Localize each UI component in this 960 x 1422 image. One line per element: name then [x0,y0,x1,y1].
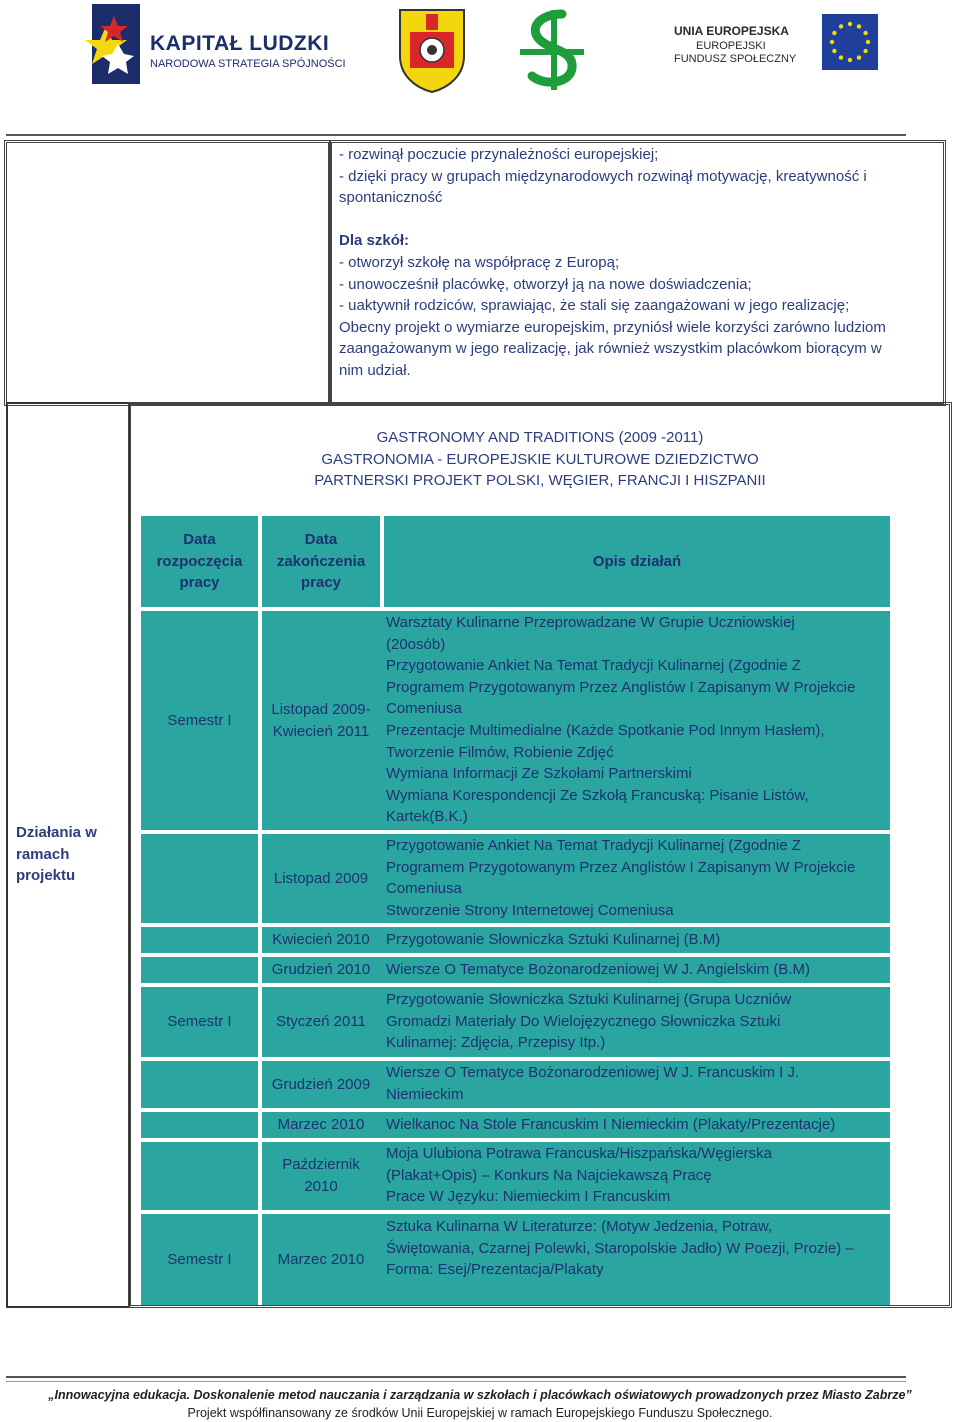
benefits-line: - dzięki pracy w grupach międzynarodowych rozwinął motywację, kreatywność i [339,167,867,185]
header-description: Opis działań [384,516,890,607]
end-date-cell: Listopad 2009- Kwiecień 2011 [262,611,380,830]
benefits-line: Obecny projekt o wymiarze europejskim, przyniósł wiele korzyści zarówno ludziom [339,318,886,336]
city-crest-icon [396,6,468,94]
project-title-line: GASTRONOMY AND TRADITIONS (2009 -2011) [376,429,704,446]
benefits-line: nim udział. [339,361,411,379]
end-date-cell: Grudzień 2010 [262,957,380,983]
eu-subtitle-2: FUNDUSZ SPOŁECZNY [674,53,797,65]
project-title [130,427,950,492]
description-cell: Wiersze O Tematyce Bożonarodzeniowej W J. Angielskim (B.M) [380,957,890,983]
semester-cell: Semestr I [141,987,258,1057]
benefits-line [339,209,886,231]
semester-cell-empty [141,1061,258,1108]
green-s-logo-icon [514,6,594,92]
eu-subtitle-1: EUROPEJSKI [696,40,766,52]
benefits-line: - uaktywnił rodziców, sprawiając, że stali się zaangażowani w jego realizację; [339,297,850,315]
kapital-ludzki-logo [78,4,348,84]
kapital-ludzki-subtitle: NARODOWA STRATEGIA SPÓJNOŚCI [150,58,346,70]
description-cell: Wiersze O Tematyce Bożonarodzeniowej W J. Francuskim I J. Niemieckim [380,1061,890,1108]
semester-cell: Semestr I [141,1214,258,1305]
end-date-cell: Październik 2010 [262,1142,380,1210]
eu-title: UNIA EUROPEJSKA [674,24,789,38]
project-title-line: PARTNERSKI PROJEKT POLSKI, WĘGIER, FRANCJI I HISZPANII [314,472,766,490]
description-cell: Moja Ulubiona Potrawa Francuska/Hiszpańska/Węgierska (Plakat+Opis) – Konkurs Na Najciekawszą Pracę Prace W Języku: Niemieckim I Francuskim [380,1142,890,1210]
end-date-cell: Marzec 2010 [262,1112,380,1138]
end-date-cell: Marzec 2010 [262,1214,380,1305]
benefits-text [339,144,886,382]
header-divider [6,134,906,136]
semester-cell-empty [141,957,258,983]
benefits-line: zaangażowanym w jego realizację, jak również wszystkim placówkom biorącym w [339,340,882,358]
benefits-line: spontaniczność [339,189,443,207]
footer-divider-thin [6,1381,906,1382]
kapital-ludzki-title: KAPITAŁ LUDZKI [150,32,330,55]
description-cell: Wielkanoc Na Stole Francuskim I Niemieckim (Plakaty/Prezentacje) [380,1112,890,1138]
semester-cell: Semestr I [141,611,258,830]
eu-logo [674,14,880,76]
header-end-date: Data zakończenia pracy [262,516,380,607]
project-activities-label: Działania w ramach projektu [16,824,97,885]
kapital-ludzki-star-icon [78,4,144,84]
benefits-line: - otworzył szkołę na współpracę z Europą; [339,253,620,271]
description-cell: Przygotowanie Słowniczka Sztuki Kulinarnej (Grupa Uczniów Gromadzi Materiały Do Wielojęzycznego Słowniczka Sztuki Kulinarnej: Zdjęcia, Przepisy Itp.) [380,987,890,1057]
semester-cell-empty [141,834,258,923]
footer-project-title: „Innowacyjna edukacja. Doskonalenie metod nauczania i zarządzania w szkołach i placówkach oświatowych prowadzonych przez Miasto Zabrze” [48,1388,912,1402]
description-cell: Warsztaty Kulinarne Przeprowadzane W Grupie Uczniowskiej (20osób) Przygotowanie Ankiet Na Temat Tradycji Kulinarnej (Zgodnie Z Programem Przygotowanym Przez Anglistów I Zapisanym W Projekcie Comeniusa Prezentacje Multimedialne (Każde Spotkanie Pod Innym Hasłem), Tworzenie Filmów, Robienie Zdjęć Wymiana Informacji Ze Szkołami Partnerskimi Wymiana Korespondencji Ze Szkołą Francuską: Pisanie Listów, Kartek(B.K.) [380,611,890,830]
footer-divider [6,1376,906,1378]
end-date-cell: Styczeń 2011 [262,987,380,1057]
semester-cell-empty [141,927,258,953]
project-title-line: GASTRONOMIA - EUROPEJSKIE KULTUROWE DZIEDZICTWO [321,450,759,468]
benefits-schools-heading: Dla szkół: [339,232,410,250]
description-cell: Przygotowanie Słowniczka Sztuki Kulinarnej (B.M) [380,927,890,953]
footer-funding-note: Projekt współfinansowany ze środków Unii Europejskiej w ramach Europejskiego Funduszu Społecznego. [187,1406,773,1420]
eu-flag-icon [822,14,878,70]
benefits-line: - unowocześnił placówkę, otworzył ją na nowe doświadczenia; [339,275,752,293]
end-date-cell: Grudzień 2009 [262,1061,380,1108]
benefits-line: - rozwinął poczucie przynależności europejskiej; [339,146,659,163]
end-date-cell: Listopad 2009 [262,834,380,923]
benefits-left-cell [4,140,331,406]
description-cell: Przygotowanie Ankiet Na Temat Tradycji Kulinarnej (Zgodnie Z Programem Przygotowanym Przez Anglistów I Zapisanym W Projekcie Comeniusa Stworzenie Strony Internetowej Comeniusa [380,834,890,923]
semester-cell-empty [141,1142,258,1210]
description-cell: Sztuka Kulinarna W Literaturze: (Motyw Jedzenia, Potraw, Świętowania, Czarnej Polewki, Staropolskie Jadło) W Poezji, Prozie) – Forma: Esej/Prezentacja/Plakaty [380,1214,890,1305]
semester-cell-empty [141,1112,258,1138]
header-start-date: Data rozpoczęcia pracy [141,516,258,607]
end-date-cell: Kwiecień 2010 [262,927,380,953]
